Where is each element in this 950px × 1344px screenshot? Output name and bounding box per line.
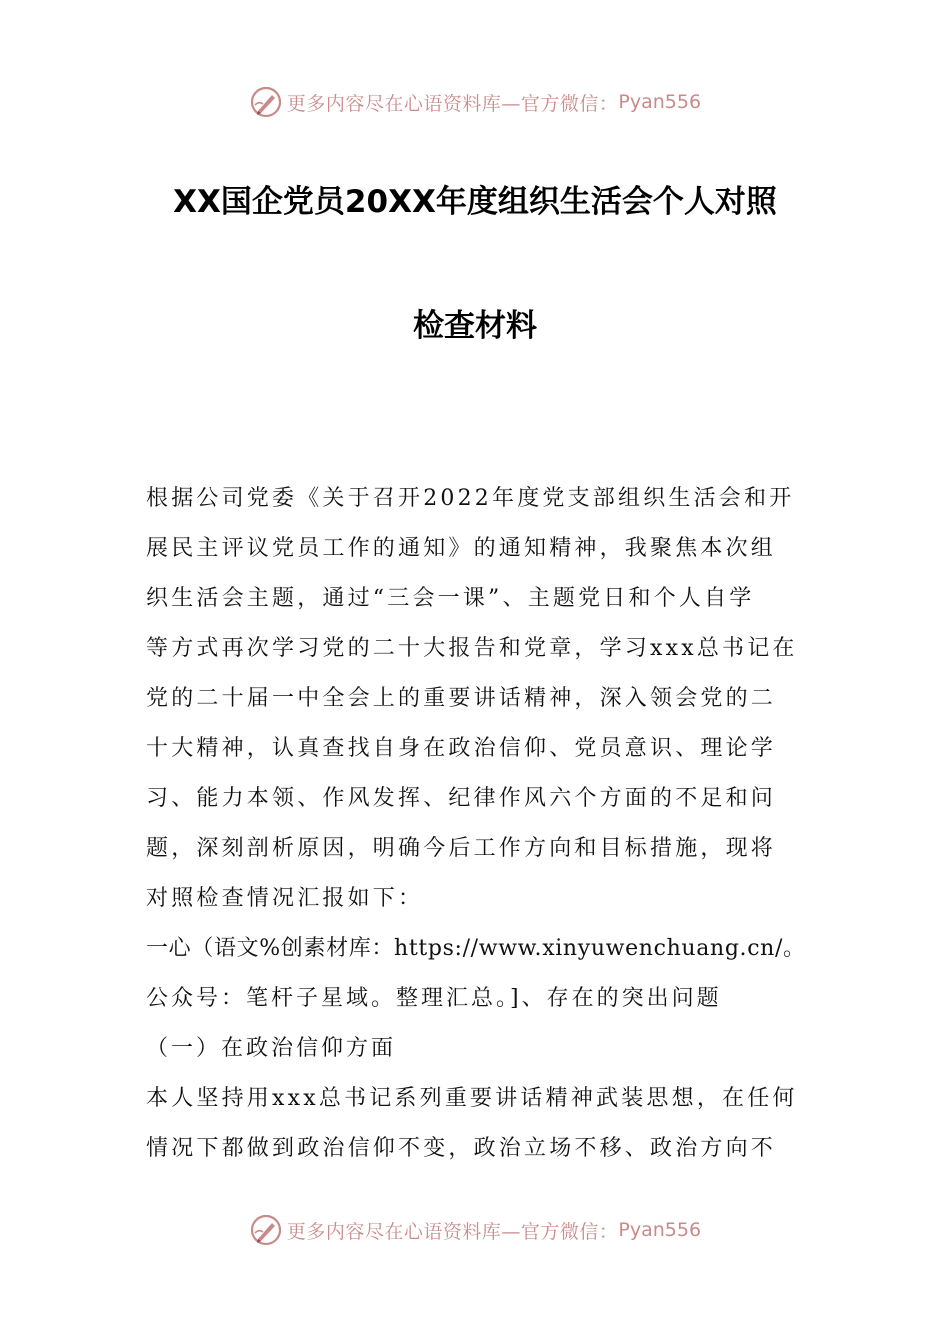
watermark-text: 更多内容尽在心语资料库—官方微信： [286, 1220, 619, 1243]
pen-logo-icon [249, 85, 283, 119]
watermark-text: 更多内容尽在心语资料库—官方微信： [286, 92, 619, 115]
document-title-line-2: 检查材料 [413, 308, 537, 344]
body-line: 本人坚持用xxx总书记系列重要讲话精神武装思想，在任何 [146, 1086, 798, 1111]
body-line: 习、能力本领、作风发挥、纪律作风六个方面的不足和问 [146, 786, 777, 811]
body-line: 根据公司党委《关于召开2022年度党支部组织生活会和开 [146, 486, 795, 511]
pen-logo-icon [249, 1213, 283, 1247]
body-line: 情况下都做到政治信仰不变，政治立场不移、政治方向不 [146, 1136, 777, 1161]
body-line: 题，深刻剖析原因，明确今后工作方向和目标措施，现将 [146, 836, 777, 861]
section-heading: （一）在政治信仰方面 [146, 1036, 397, 1061]
body-line: 织生活会主题，通过“三会一课”、主题党日和个人自学 [146, 586, 755, 611]
watermark-banner-top [0, 84, 950, 120]
document-body [146, 474, 806, 1174]
body-line: 党的二十届一中全会上的重要讲话精神，深入领会党的二 [146, 686, 777, 711]
body-line: 公众号：笔杆子星域。整理汇总。]、存在的突出问题 [146, 986, 722, 1011]
watermark-banner-bottom [0, 1212, 950, 1248]
body-line: 展民主评议党员工作的通知》的通知精神，我聚焦本次组 [146, 536, 777, 561]
watermark-wechat-id: Pyan556 [618, 91, 702, 113]
document-title-line-1: XX国企党员20XX年度组织生活会个人对照 [173, 184, 777, 220]
body-line: 一心（语文%创素材库：https://www.xinyuwenchuang.cn/。 [146, 936, 806, 961]
body-line: 对照检查情况汇报如下： [146, 886, 424, 911]
body-line: 等方式再次学习党的二十大报告和党章，学习xxx总书记在 [146, 636, 798, 661]
body-line: 十大精神，认真查找自身在政治信仰、党员意识、理论学 [146, 736, 777, 761]
watermark-wechat-id: Pyan556 [618, 1219, 702, 1241]
